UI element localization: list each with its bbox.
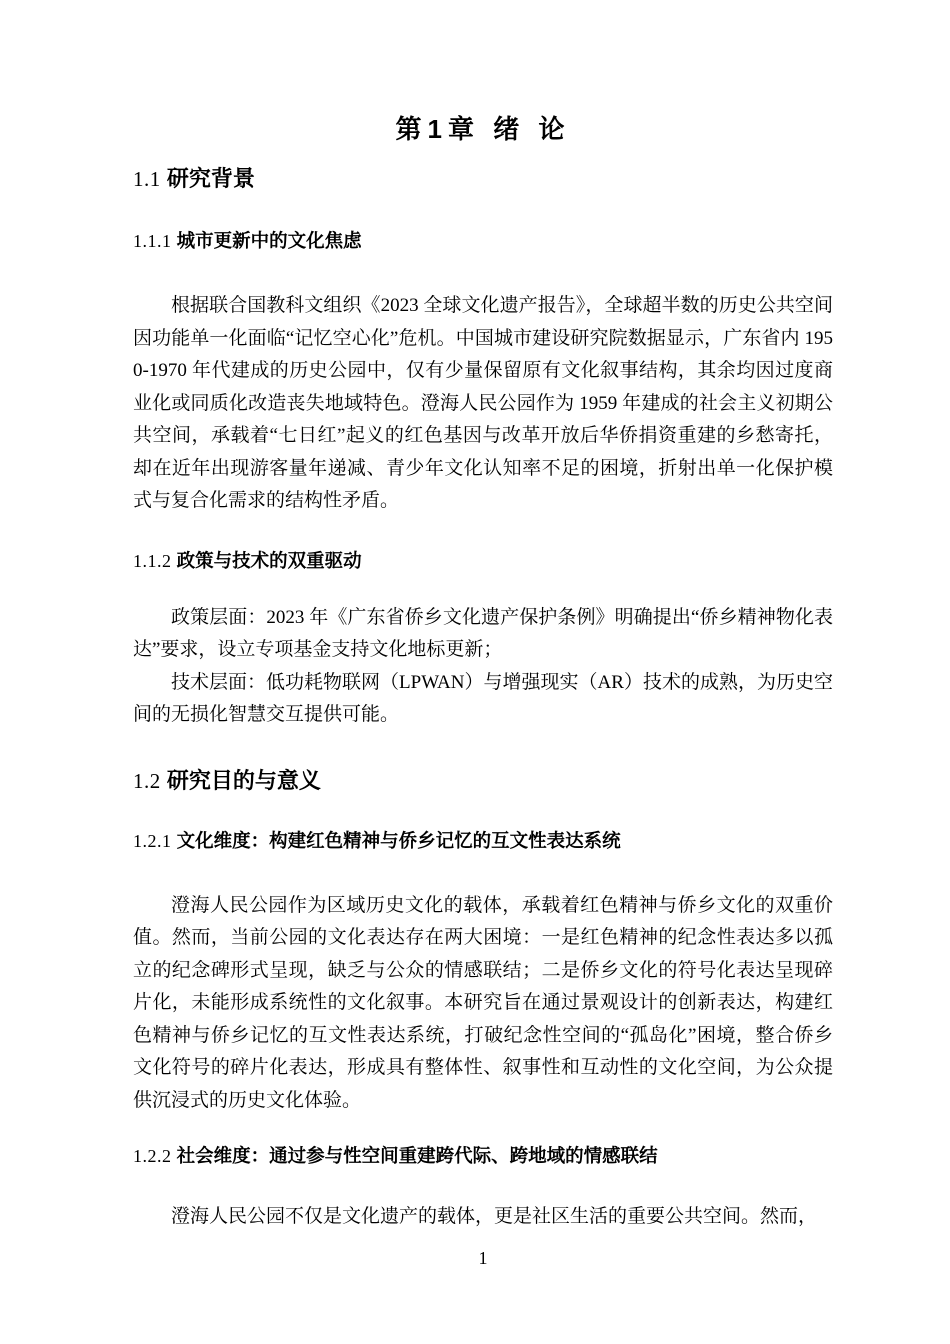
- paragraph-cultural-dimension: 澄海人民公园作为区域历史文化的载体，承载着红色精神与侨乡文化的双重价值。然而，当前公园的文化表达存在两大困境：一是红色精神的纪念性表达多以孤立的纪念碑形式呈现，缺乏与公众的情感联结；二是侨乡文化的符号化表达呈现碎片化，未能形成系统性的文化叙事。本研究旨在通过景观设计的创新表达，构建红色精神与侨乡记忆的互文性表达系统，打破纪念性空间的“孤岛化”困境，整合侨乡文化符号的碎片化表达，形成具有整体性、叙事性和互动性的文化空间，为公众提供沉浸式的历史文化体验。: [133, 894, 833, 1111]
- section-heading-1-2: [133, 766, 833, 796]
- subsection-heading-1-1-2: [133, 548, 833, 574]
- subsection-heading-1-1-1: [133, 228, 833, 254]
- subsection-number: 1.2.1: [133, 830, 172, 851]
- section-title: 研究目的与意义: [166, 767, 321, 793]
- paragraph-policy-level: 政策层面：2023 年《广东省侨乡文化遗产保护条例》明确提出“侨乡精神物化表达”要求，设立专项基金支持文化地标更新；: [133, 606, 833, 660]
- subsection-title: 社会维度：通过参与性空间重建跨代际、跨地域的情感联结: [176, 1145, 658, 1166]
- page-number: 1: [478, 1248, 488, 1268]
- paragraph-social-dimension: 澄海人民公园不仅是文化遗产的载体，更是社区生活的重要公共空间。然而，: [171, 1206, 818, 1227]
- subsection-title: 城市更新中的文化焦虑: [176, 230, 362, 251]
- subsection-title: 政策与技术的双重驱动: [176, 549, 362, 571]
- chapter-title: 第1章 绪 论: [395, 114, 571, 144]
- subsection-number: 1.1.2: [133, 550, 172, 571]
- section-title: 研究背景: [166, 166, 255, 191]
- subsection-number: 1.1.1: [133, 231, 172, 251]
- subsection-number: 1.2.2: [133, 1146, 172, 1166]
- section-number: 1.2: [133, 768, 161, 793]
- paragraph-technology-level: 技术层面：低功耗物联网（LPWAN）与增强现实（AR）技术的成熟，为历史空间的无损化智慧交互提供可能。: [133, 671, 833, 725]
- subsection-title: 文化维度：构建红色精神与侨乡记忆的互文性表达系统: [176, 829, 621, 851]
- page-footer: [133, 1246, 833, 1270]
- subsection-heading-1-2-1: [133, 828, 833, 854]
- paragraph-research-background: 根据联合国教科文组织《2023 全球文化遗产报告》，全球超半数的历史公共空间因功能单一化面临“记忆空心化”危机。中国城市建设研究院数据显示，广东省内 1950-1970 年代建成的历史公园中，仅有少量保留原有文化叙事结构，其余均因过度商业化或同质化改造丧失地域特色。澄海人民公园作为 1959 年建成的社会主义初期公共空间，承载着“七日红”起义的红色基因与改革开放后华侨捐资重建的乡愁寄托，却在近年出现游客量年递减、青少年文化认知率不足的困境，折射出单一化保护模式与复合化需求的结构性矛盾。: [133, 295, 833, 511]
- section-heading-1-1: [133, 164, 833, 194]
- section-number: 1.1: [133, 167, 161, 191]
- subsection-heading-1-2-2: [133, 1143, 833, 1169]
